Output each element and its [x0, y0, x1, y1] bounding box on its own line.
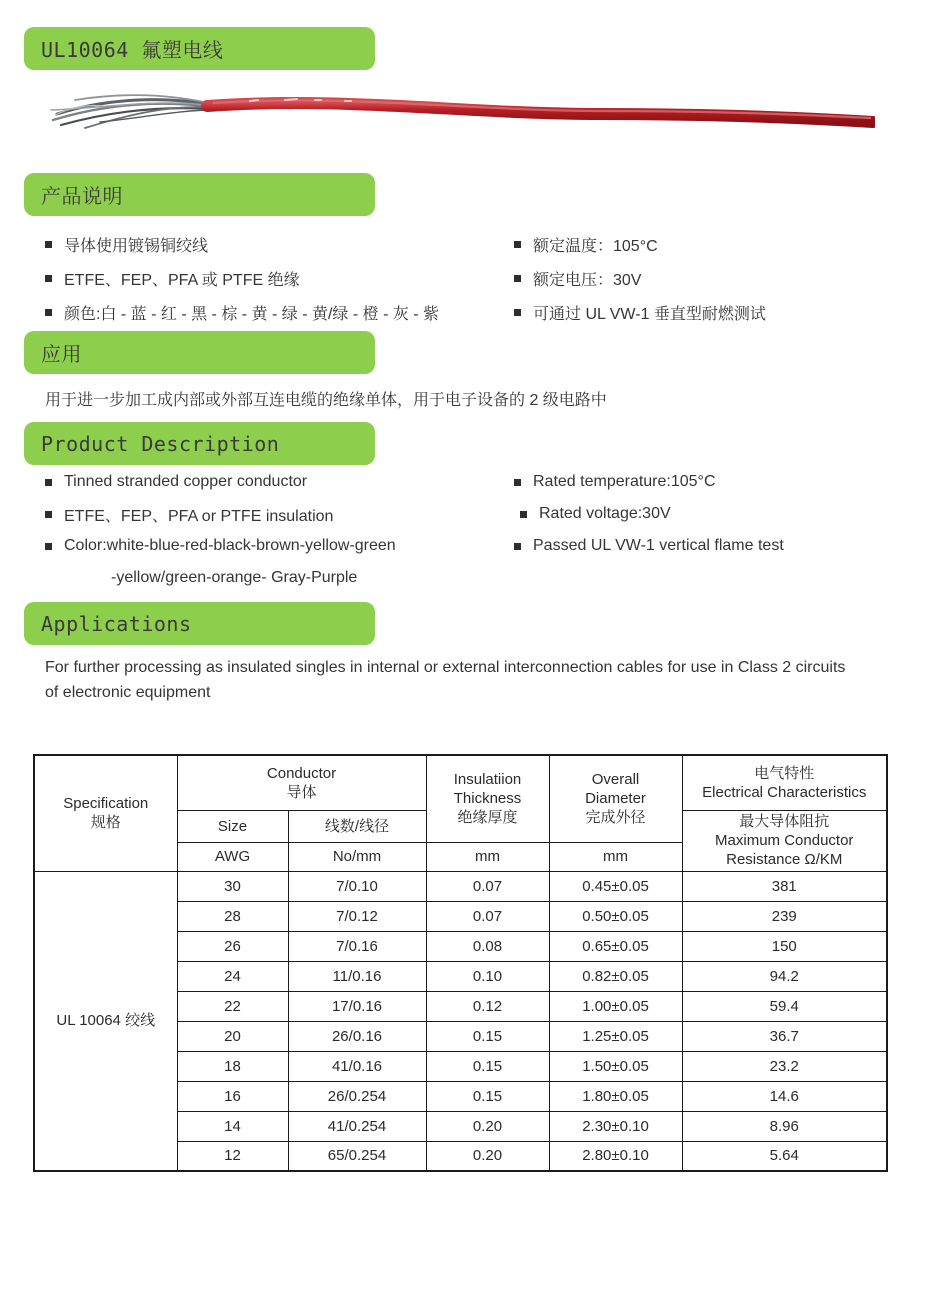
- list-item: [45, 498, 505, 530]
- list-item: [45, 261, 505, 295]
- cell-resistance: 5.64: [682, 1141, 887, 1171]
- cell-no-mm: 41/0.16: [288, 1051, 426, 1081]
- table-row: [34, 871, 887, 901]
- bullet-square-icon: [514, 543, 521, 550]
- header-specification: [34, 755, 177, 871]
- cn-description-title: 产品说明: [41, 184, 123, 208]
- header-awg: AWG: [177, 842, 288, 871]
- bullet-text: 额定电压：30V: [533, 271, 642, 289]
- cell-diameter: 0.45±0.05: [549, 871, 682, 901]
- bullet-square-icon: [45, 511, 52, 518]
- list-item: [45, 227, 505, 261]
- header-resistance-en1: Maximum Conductor: [715, 832, 854, 849]
- cell-no-mm: 7/0.10: [288, 871, 426, 901]
- header-conductor: [177, 755, 426, 810]
- en-desc-right-column: [514, 466, 934, 562]
- header-strands: 线数/线径: [288, 810, 426, 842]
- bullet-text: 可通过 UL VW-1 垂直型耐燃测试: [533, 305, 766, 323]
- stranded-conductor-tip: [51, 95, 213, 128]
- cell-thickness: 0.10: [426, 961, 549, 991]
- cell-diameter: 2.30±0.10: [549, 1111, 682, 1141]
- cell-no-mm: 26/0.16: [288, 1021, 426, 1051]
- en-applications-line2: of electronic equipment: [45, 684, 211, 701]
- cell-no-mm: 41/0.254: [288, 1111, 426, 1141]
- header-insulation-l3: 绝缘厚度: [457, 809, 518, 827]
- header-overall-l1: Overall: [591, 771, 640, 789]
- list-item: [514, 498, 934, 530]
- header-no-mm: No/mm: [288, 842, 426, 871]
- cell-thickness: 0.07: [426, 871, 549, 901]
- cell-diameter: 0.82±0.05: [549, 961, 682, 991]
- color-list-continuation: -yellow/green-orange- Gray-Purple: [111, 569, 358, 586]
- wire-product-photo: [45, 84, 875, 146]
- cell-diameter: 1.80±0.05: [549, 1081, 682, 1111]
- header-resistance-en2: Resistance Ω/KM: [726, 851, 843, 868]
- bullet-square-icon: [514, 241, 521, 248]
- spec-value-cell: UL 10064 绞线: [34, 871, 177, 1171]
- cn-desc-right-column: [514, 227, 934, 329]
- cell-no-mm: 11/0.16: [288, 961, 426, 991]
- cell-thickness: 0.15: [426, 1051, 549, 1081]
- bullet-square-icon: [45, 479, 52, 486]
- bullet-square-icon: [45, 241, 52, 248]
- bullet-text: 额定温度：105°C: [533, 237, 658, 255]
- cell-diameter: 1.00±0.05: [549, 991, 682, 1021]
- bullet-square-icon: [514, 309, 521, 316]
- cell-diameter: 0.65±0.05: [549, 931, 682, 961]
- cell-diameter: 0.50±0.05: [549, 901, 682, 931]
- header-resistance-cn: 最大导体阻抗: [739, 813, 830, 830]
- header-conductor-en: Conductor: [266, 764, 337, 782]
- cn-applications-banner: [24, 331, 375, 374]
- bullet-text: Tinned stranded copper conductor: [64, 473, 308, 490]
- bullet-square-icon: [514, 275, 521, 282]
- cell-thickness: 0.20: [426, 1141, 549, 1171]
- header-overall-l3: 完成外径: [585, 809, 646, 827]
- red-insulation: [207, 103, 873, 122]
- list-item: [514, 530, 934, 562]
- bullet-square-icon: [514, 479, 521, 486]
- cell-awg: 22: [177, 991, 288, 1021]
- cell-no-mm: 26/0.254: [288, 1081, 426, 1111]
- header-overall-diameter: [549, 755, 682, 842]
- header-electrical-characteristics: [682, 755, 887, 810]
- header-electrical-cn: 电气特性: [754, 764, 815, 782]
- header-specification-en: Specification: [63, 795, 149, 813]
- en-applications-text: [45, 655, 925, 705]
- en-applications-line1: For further processing as insulated singles in internal or external interconnection cables for use in Class 2 circuits: [45, 659, 846, 676]
- en-applications-banner: [24, 602, 375, 645]
- cell-thickness: 0.08: [426, 931, 549, 961]
- cn-applications-text: 用于进一步加工成内部或外部互连电缆的绝缘单体，用于电子设备的 2 级电路中: [45, 392, 607, 409]
- cell-resistance: 239: [682, 901, 887, 931]
- cell-awg: 24: [177, 961, 288, 991]
- page-title: UL10064 氟塑电线: [41, 38, 224, 62]
- header-thickness-unit: mm: [426, 842, 549, 871]
- cell-no-mm: 7/0.16: [288, 931, 426, 961]
- cell-resistance: 381: [682, 871, 887, 901]
- cell-thickness: 0.07: [426, 901, 549, 931]
- cn-desc-left-column: [45, 227, 505, 329]
- cell-resistance: 14.6: [682, 1081, 887, 1111]
- list-item: [45, 295, 505, 329]
- cell-no-mm: 7/0.12: [288, 901, 426, 931]
- header-insulation-thickness: [426, 755, 549, 842]
- cell-diameter: 2.80±0.10: [549, 1141, 682, 1171]
- bullet-text: Rated voltage:30V: [539, 505, 671, 522]
- cell-awg: 14: [177, 1111, 288, 1141]
- header-overall-l2: Diameter: [585, 790, 646, 808]
- cell-thickness: 0.15: [426, 1081, 549, 1111]
- cell-awg: 18: [177, 1051, 288, 1081]
- list-item: [45, 530, 505, 562]
- cell-thickness: 0.12: [426, 991, 549, 1021]
- bullet-text: ETFE、FEP、PFA 或 PTFE 绝缘: [64, 271, 300, 289]
- list-item: [514, 466, 934, 498]
- cell-thickness: 0.20: [426, 1111, 549, 1141]
- header-insulation-l2: Thickness: [453, 790, 522, 808]
- bullet-square-icon: [45, 309, 52, 316]
- cell-thickness: 0.15: [426, 1021, 549, 1051]
- list-item: [514, 295, 934, 329]
- cell-resistance: 8.96: [682, 1111, 887, 1141]
- header-max-resistance: [682, 810, 887, 871]
- cell-no-mm: 65/0.254: [288, 1141, 426, 1171]
- cell-awg: 28: [177, 901, 288, 931]
- cell-awg: 20: [177, 1021, 288, 1051]
- en-desc-left-column: [45, 466, 505, 594]
- cell-diameter: 1.50±0.05: [549, 1051, 682, 1081]
- header-conductor-cn: 导体: [286, 783, 317, 801]
- bullet-square-icon: [520, 511, 527, 518]
- title-banner: [24, 27, 375, 70]
- list-item: [514, 261, 934, 295]
- en-applications-title: Applications: [41, 611, 192, 636]
- bullet-text: ETFE、FEP、PFA or PTFE insulation: [64, 507, 334, 525]
- cell-awg: 16: [177, 1081, 288, 1111]
- cell-awg: 30: [177, 871, 288, 901]
- cell-awg: 12: [177, 1141, 288, 1171]
- cell-resistance: 59.4: [682, 991, 887, 1021]
- bullet-text: Passed UL VW-1 vertical flame test: [533, 537, 784, 554]
- cn-applications-title: 应用: [41, 342, 82, 366]
- bullet-square-icon: [45, 543, 52, 550]
- cell-resistance: 150: [682, 931, 887, 961]
- cell-resistance: 36.7: [682, 1021, 887, 1051]
- header-electrical-en: Electrical Characteristics: [702, 783, 867, 801]
- en-description-banner: [24, 422, 375, 465]
- cn-description-banner: [24, 173, 375, 216]
- bullet-text: 颜色:白 - 蓝 - 红 - 黑 - 棕 - 黄 - 绿 - 黄/绿 - 橙 - 灰 - 紫: [64, 305, 440, 323]
- header-diameter-unit: mm: [549, 842, 682, 871]
- specification-table: [33, 754, 888, 1172]
- cell-diameter: 1.25±0.05: [549, 1021, 682, 1051]
- cell-resistance: 23.2: [682, 1051, 887, 1081]
- en-description-title: Product Description: [41, 431, 280, 456]
- cell-no-mm: 17/0.16: [288, 991, 426, 1021]
- bullet-text: 导体使用镀锡铜绞线: [64, 237, 209, 255]
- header-insulation-l1: Insulatiion: [453, 771, 522, 789]
- list-item: [514, 227, 934, 261]
- bullet-text: Color:white-blue-red-black-brown-yellow-green: [64, 537, 396, 554]
- list-item: [45, 466, 505, 498]
- bullet-square-icon: [45, 275, 52, 282]
- header-size: Size: [177, 810, 288, 842]
- bullet-text: Rated temperature:105°C: [533, 473, 716, 490]
- cell-awg: 26: [177, 931, 288, 961]
- header-specification-cn: 规格: [90, 814, 121, 832]
- cell-resistance: 94.2: [682, 961, 887, 991]
